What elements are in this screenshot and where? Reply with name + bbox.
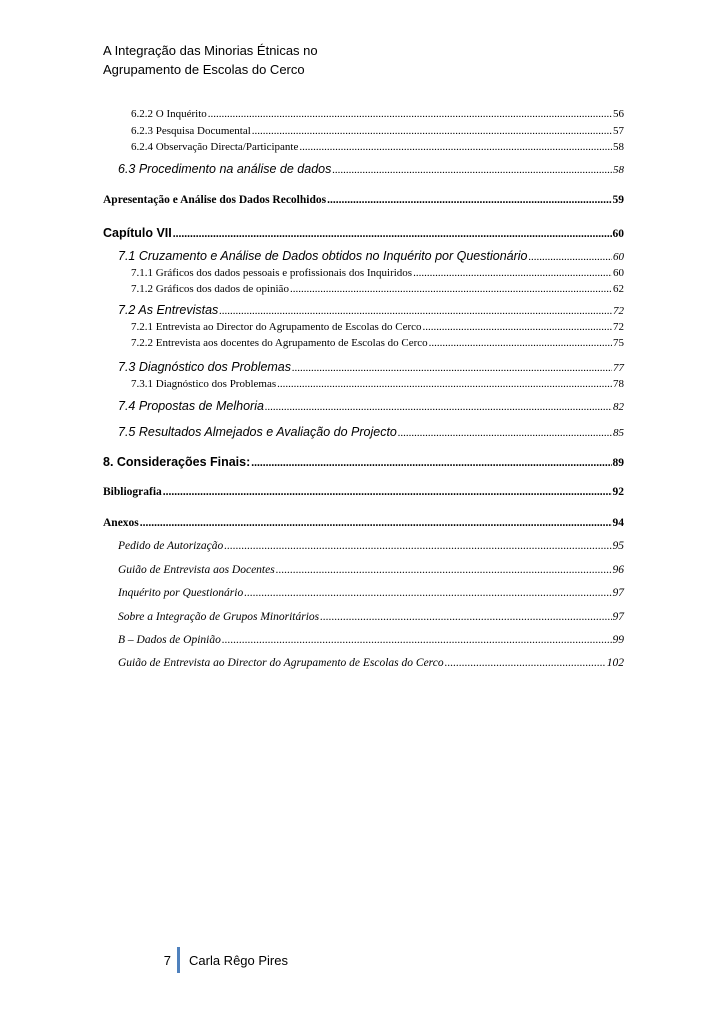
toc-entry[interactable] — [118, 360, 624, 374]
toc-leader-dots — [299, 141, 612, 153]
toc-entry-page: 57 — [613, 125, 624, 137]
toc-entry[interactable] — [118, 249, 624, 263]
toc-entry-label: Apresentação e Análise dos Dados Recolhidos — [103, 194, 327, 206]
toc-entry-page: 99 — [612, 634, 624, 646]
toc-leader-dots — [332, 164, 612, 176]
page-footer — [163, 947, 288, 973]
toc-leader-dots — [290, 283, 612, 295]
toc-entry-page: 82 — [613, 401, 624, 413]
header-title-line-1: A Integração das Minorias Étnicas no — [103, 43, 318, 58]
toc-entry-label: 7.1.2 Gráficos dos dados de opinião — [131, 283, 289, 295]
toc-entry-label: Guião de Entrevista ao Director do Agrupamento de Escolas do Cerco — [118, 657, 444, 669]
toc-entry-label: 6.3 Procedimento na análise de dados — [118, 162, 332, 176]
toc-entry[interactable] — [103, 226, 624, 240]
toc-entry-label: Anexos — [103, 517, 139, 529]
toc-leader-dots — [163, 486, 612, 498]
toc-entry[interactable] — [118, 564, 624, 576]
toc-entry-page: 59 — [612, 194, 624, 206]
toc-leader-dots — [208, 108, 612, 120]
toc-entry-label: 7.3 Diagnóstico dos Problemas — [118, 360, 292, 374]
toc-entry-page: 56 — [613, 108, 624, 120]
toc-entry[interactable] — [103, 194, 624, 206]
toc-entry-label: 7.2.1 Entrevista ao Director do Agrupamento de Escolas do Cerco — [131, 321, 422, 333]
toc-entry-page: 58 — [613, 141, 624, 153]
running-header — [103, 41, 318, 79]
toc-entry[interactable] — [118, 540, 624, 552]
toc-entry-label: 7.1 Cruzamento e Análise de Dados obtidos no Inquérito por Questionário — [118, 249, 528, 263]
toc-entry-page: 102 — [606, 657, 624, 669]
toc-entry-label: Sobre a Integração de Grupos Minoritários — [118, 611, 320, 623]
toc-entry[interactable] — [131, 321, 624, 333]
toc-entry[interactable] — [118, 587, 624, 599]
toc-entry-label: Pedido de Autorização — [118, 540, 224, 552]
toc-leader-dots — [423, 321, 612, 333]
toc-leader-dots — [276, 564, 612, 576]
toc-entry-page: 60 — [613, 251, 624, 263]
toc-entry-label: Guião de Entrevista aos Docentes — [118, 564, 275, 576]
toc-entry[interactable] — [118, 399, 624, 413]
toc-entry[interactable] — [118, 611, 624, 623]
toc-entry-page: 96 — [612, 564, 624, 576]
toc-entry-label: 6.2.4 Observação Directa/Participante — [131, 141, 299, 153]
toc-entry-label: 8. Considerações Finais: — [103, 455, 251, 469]
toc-entry-label: B – Dados de Opinião — [118, 634, 221, 646]
toc-entry-label: 7.2 As Entrevistas — [118, 303, 219, 317]
toc-entry[interactable] — [131, 337, 624, 349]
toc-entry-page: 95 — [612, 540, 624, 552]
toc-leader-dots — [244, 587, 611, 599]
toc-leader-dots — [251, 457, 611, 469]
toc-entry[interactable] — [131, 267, 624, 279]
toc-entry[interactable] — [131, 141, 624, 153]
toc-entry-page: 72 — [613, 321, 624, 333]
toc-entry-label: Bibliografia — [103, 486, 162, 498]
toc-entry-page: 78 — [613, 378, 624, 390]
toc-entry[interactable] — [131, 125, 624, 137]
toc-entry[interactable] — [103, 455, 624, 469]
footer-page-number: 7 — [163, 952, 171, 968]
toc-entry[interactable] — [118, 634, 624, 646]
header-title-line-2: Agrupamento de Escolas do Cerco — [103, 62, 305, 77]
toc-entry-label: 7.4 Propostas de Melhoria — [118, 399, 264, 413]
toc-leader-dots — [277, 378, 612, 390]
toc-leader-dots — [219, 305, 612, 317]
toc-entry[interactable] — [131, 283, 624, 295]
toc-leader-dots — [398, 427, 612, 439]
toc-leader-dots — [529, 251, 612, 263]
toc-entry-label: Inquérito por Questionário — [118, 587, 244, 599]
toc-entry-page: 62 — [613, 283, 624, 295]
toc-leader-dots — [413, 267, 612, 279]
toc-entry-page: 77 — [613, 362, 624, 374]
toc-leader-dots — [429, 337, 612, 349]
toc-entry[interactable] — [118, 303, 624, 317]
toc-leader-dots — [222, 634, 612, 646]
toc-entry[interactable] — [131, 378, 624, 390]
toc-entry[interactable] — [103, 517, 624, 529]
toc-leader-dots — [252, 125, 612, 137]
toc-leader-dots — [320, 611, 611, 623]
footer-author: Carla Rêgo Pires — [189, 952, 288, 968]
toc-entry-label: 7.1.1 Gráficos dos dados pessoais e profissionais dos Inquiridos — [131, 267, 413, 279]
toc-leader-dots — [445, 657, 606, 669]
toc-leader-dots — [292, 362, 612, 374]
toc-leader-dots — [327, 194, 611, 206]
toc-entry-label: 7.2.2 Entrevista aos docentes do Agrupamento de Escolas do Cerco — [131, 337, 428, 349]
toc-leader-dots — [224, 540, 611, 552]
toc-entry-page: 85 — [613, 427, 624, 439]
toc-entry-page: 60 — [613, 267, 624, 279]
toc-entry-label: 6.2.3 Pesquisa Documental — [131, 125, 251, 137]
toc-leader-dots — [140, 517, 612, 529]
toc-entry-page: 92 — [612, 486, 624, 498]
toc-entry-page: 60 — [612, 228, 624, 240]
toc-entry-page: 89 — [612, 457, 624, 469]
toc-leader-dots — [173, 228, 612, 240]
toc-entry-label: Capítulo VII — [103, 226, 172, 240]
toc-entry[interactable] — [118, 657, 624, 669]
toc-entry-page: 75 — [613, 337, 624, 349]
toc-entry[interactable] — [118, 425, 624, 439]
toc-entry-page: 94 — [612, 517, 624, 529]
toc-entry-label: 7.3.1 Diagnóstico dos Problemas — [131, 378, 277, 390]
toc-entry-label: 6.2.2 O Inquérito — [131, 108, 207, 120]
toc-leader-dots — [265, 401, 612, 413]
toc-entry-label: 7.5 Resultados Almejados e Avaliação do Projecto — [118, 425, 397, 439]
toc-entry-page: 97 — [612, 611, 624, 623]
toc-entry[interactable] — [103, 486, 624, 498]
toc-entry[interactable] — [118, 162, 624, 176]
toc-entry-page: 72 — [613, 305, 624, 317]
footer-divider — [177, 947, 180, 973]
toc-entry-page: 58 — [613, 164, 624, 176]
toc-entry-page: 97 — [612, 587, 624, 599]
toc-entry[interactable] — [131, 108, 624, 120]
